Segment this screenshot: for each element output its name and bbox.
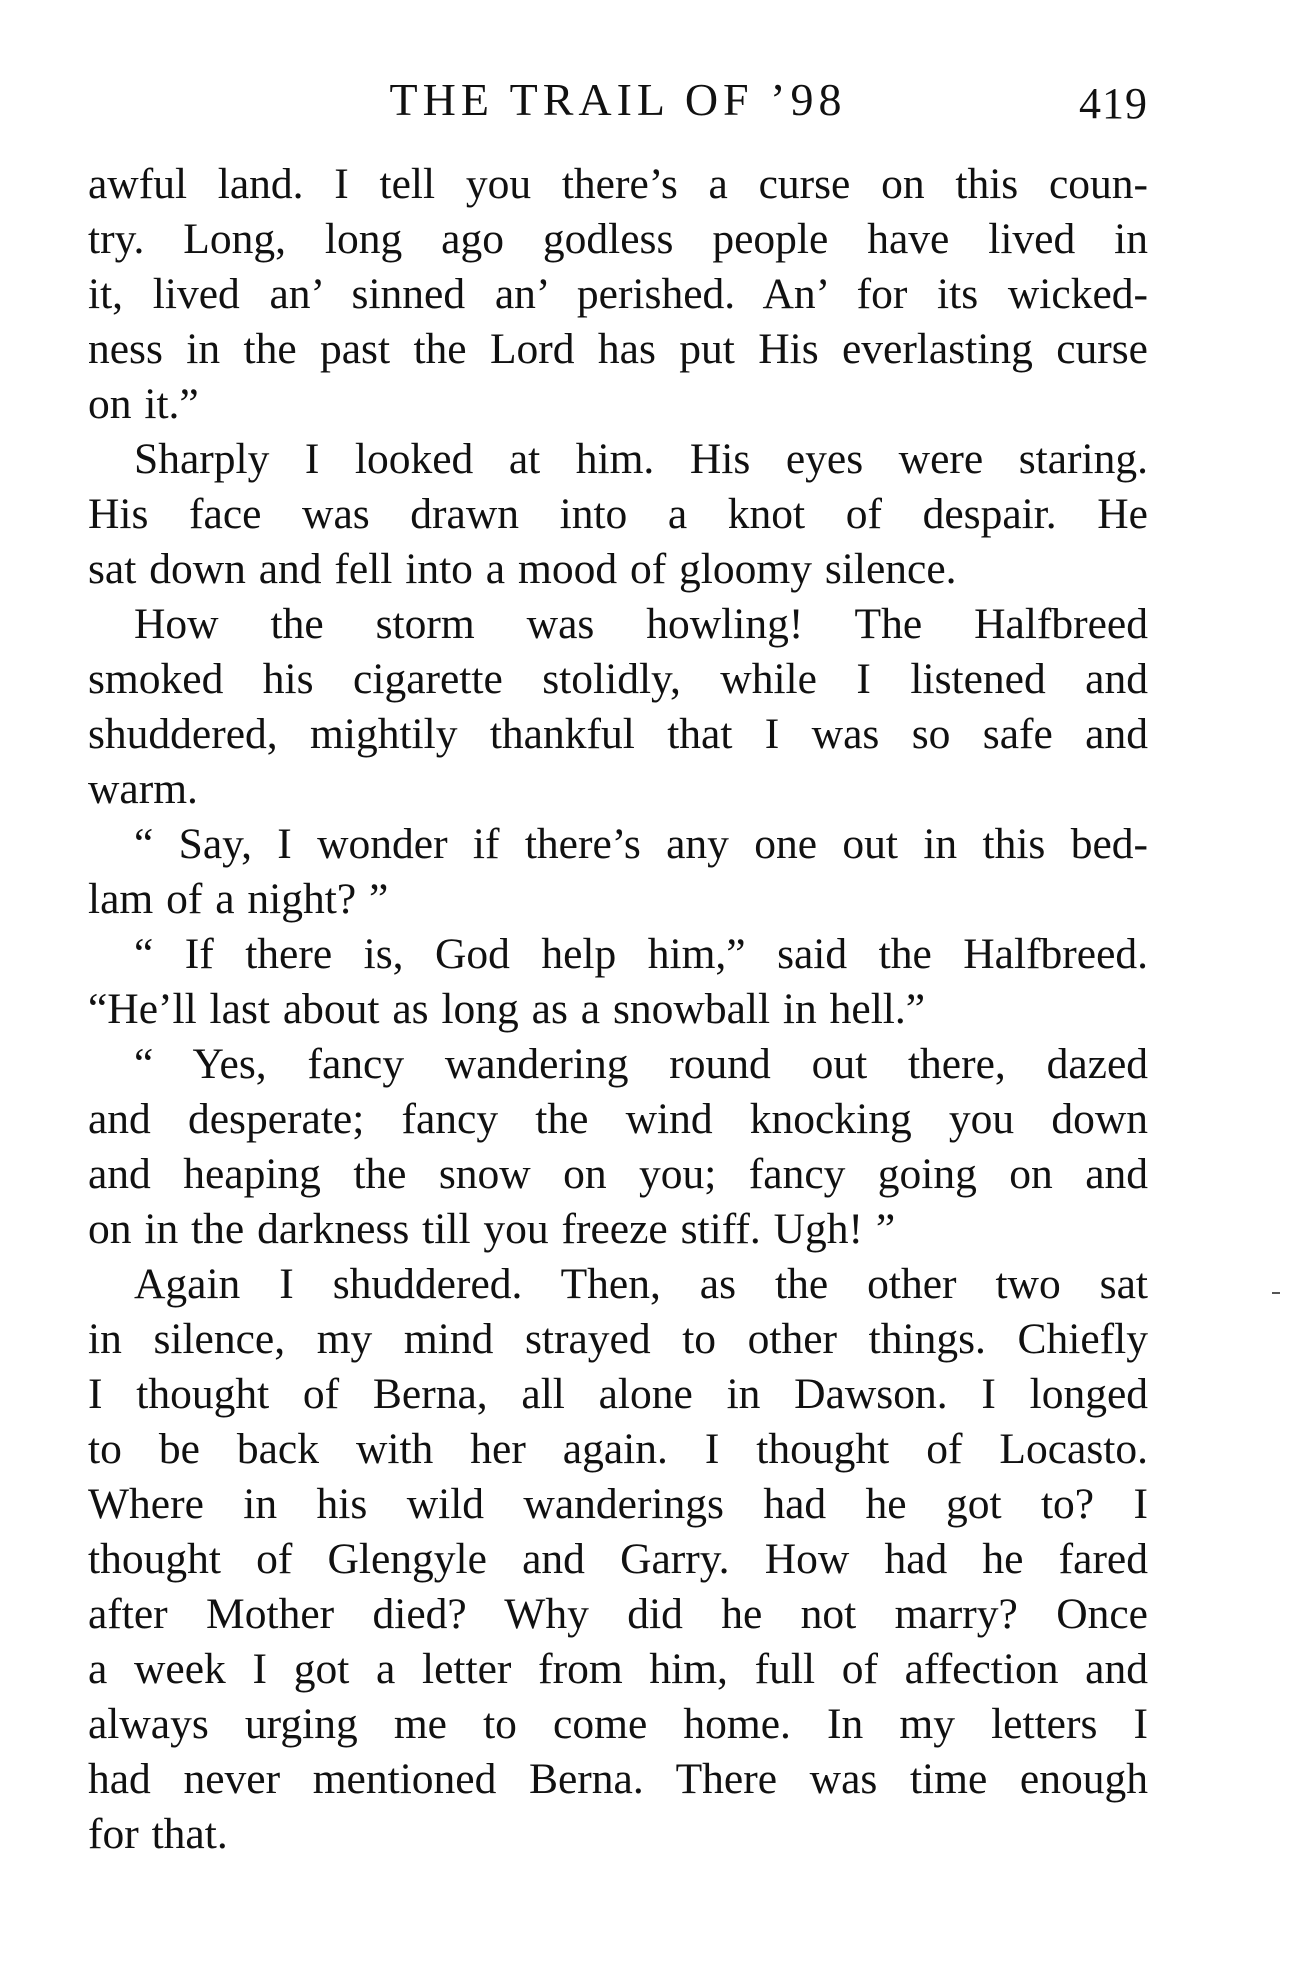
text-line: “He’ll last about as long as a snowball in hell.” [88, 985, 926, 1033]
text-line: had never mentioned Berna. There was time enough [88, 1755, 1148, 1803]
text-line: and heaping the snow on you; fancy going on and [88, 1150, 1148, 1198]
text-line: lam of a night? ” [88, 875, 389, 923]
text-line: “ If there is, God help him,” said the Halfbreed. [134, 930, 1148, 978]
text-line: and desperate; fancy the wind knocking you down [88, 1095, 1148, 1143]
text-line: I thought of Berna, all alone in Dawson. I longed [88, 1370, 1148, 1418]
text-line: thought of Glengyle and Garry. How had he fared [88, 1535, 1148, 1583]
text-line: after Mother died? Why did he not marry? Once [88, 1590, 1148, 1638]
text-line: sat down and fell into a mood of gloomy silence. [88, 545, 957, 593]
text-line: on it.” [88, 380, 199, 428]
text-line: to be back with her again. I thought of Locasto. [88, 1425, 1148, 1473]
text-line: awful land. I tell you there’s a curse on this coun- [88, 160, 1148, 208]
text-line: for that. [88, 1810, 228, 1858]
body-text [88, 157, 1148, 1862]
text-line: Sharply I looked at him. His eyes were staring. [134, 435, 1148, 483]
margin-mark [1272, 1292, 1280, 1294]
running-head [88, 70, 1148, 130]
text-line: in silence, my mind strayed to other things. Chiefly [88, 1315, 1148, 1363]
text-line: “ Yes, fancy wandering round out there, dazed [134, 1040, 1148, 1088]
text-line: on in the darkness till you freeze stiff. Ugh! ” [88, 1205, 896, 1253]
text-line: “ Say, I wonder if there’s any one out in this bed- [134, 820, 1148, 868]
text-line: a week I got a letter from him, full of affection and [88, 1645, 1148, 1693]
text-line: try. Long, long ago godless people have lived in [88, 215, 1148, 263]
text-line: smoked his cigarette stolidly, while I listened and [88, 655, 1148, 703]
page-number: 419 [1079, 79, 1148, 128]
text-line: ness in the past the Lord has put His everlasting curse [88, 325, 1148, 373]
text-line: shuddered, mightily thankful that I was so safe and [88, 710, 1148, 758]
text-line: His face was drawn into a knot of despair. He [88, 490, 1148, 538]
running-title: THE TRAIL OF ’98 [389, 74, 847, 125]
text-line: warm. [88, 765, 198, 813]
text-line: always urging me to come home. In my letters I [88, 1700, 1148, 1748]
text-line: Again I shuddered. Then, as the other two sat [134, 1260, 1148, 1308]
text-line: How the storm was howling! The Halfbreed [134, 600, 1148, 648]
text-line: it, lived an’ sinned an’ perished. An’ for its wicked- [88, 270, 1148, 318]
text-line: Where in his wild wanderings had he got to? I [88, 1480, 1148, 1528]
